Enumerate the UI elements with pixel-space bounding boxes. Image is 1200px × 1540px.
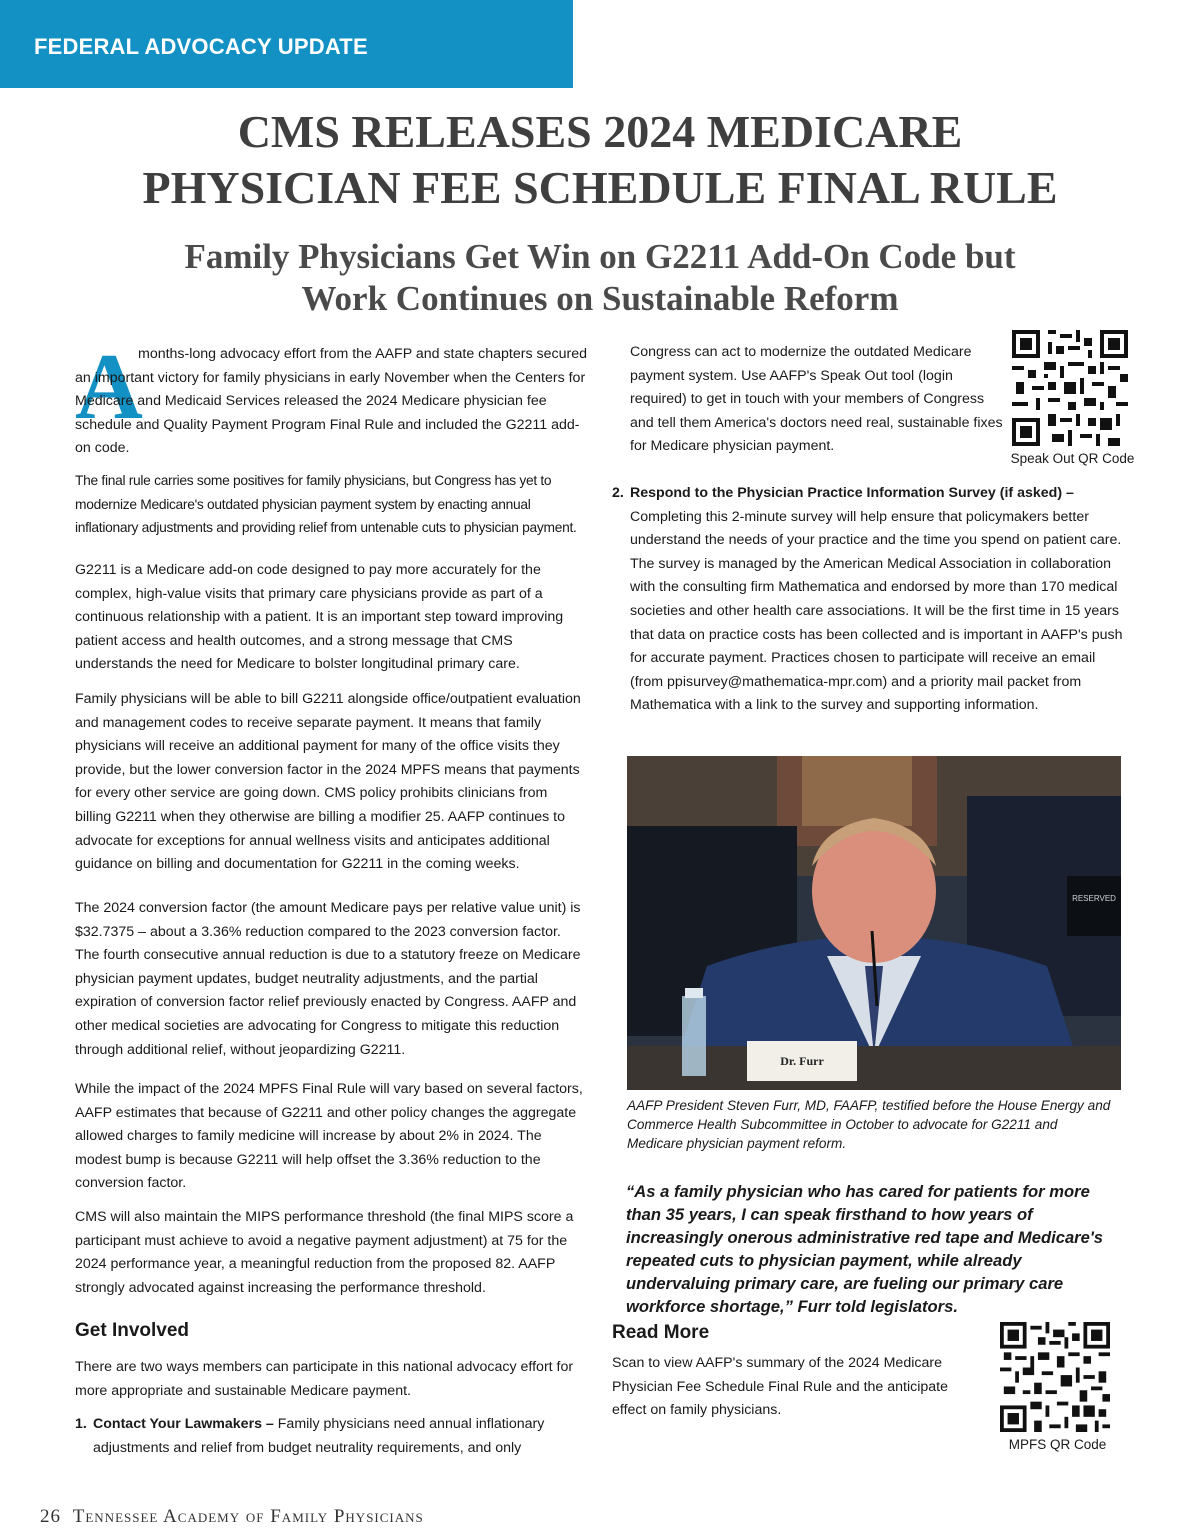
list-item-contact-lawmakers bbox=[75, 1413, 587, 1460]
name-placard: Dr. Furr bbox=[780, 1054, 824, 1068]
mpfs-qr-label: MPFS QR Code bbox=[1008, 1437, 1107, 1452]
read-more-text: Scan to view AAFP's summary of the 2024 Medicare Physician Fee Schedule Final Rule and the anticipate effect on family physicians. bbox=[612, 1355, 948, 1419]
read-more-heading: Read More bbox=[612, 1322, 710, 1343]
paragraph-g2211: G2211 is a Medicare add-on code designed to pay more accurately for the complex, high-value visits that primary care physicians provide as part of a continuous relationship with a patient. It is an important step toward improving patient access and health outcomes, and a strong message that CMS understands the need for Medicare to bolster longitudinal primary care. bbox=[75, 562, 564, 673]
speak-out-qr-label: Speak Out QR Code bbox=[1010, 451, 1135, 466]
article-title bbox=[0, 104, 1200, 216]
paragraph-mips: CMS will also maintain the MIPS performance threshold (the final MIPS score a participant must achieve to avoid a negative payment adjustment) at 75 for the 2024 performance year, a meaningful reduction from the proposed 82. AAFP strongly advocated against increasing the performance threshold. bbox=[75, 1209, 574, 1296]
list-number: 1. bbox=[75, 1416, 87, 1432]
list-item-survey bbox=[612, 482, 1130, 718]
paragraph-final-rule: The final rule carries some positives for family physicians, but Congress has yet to modernize Medicare's outdated physician payment system by enacting annual inflationary adjustments and providing relief from untenable cuts to physician payment. bbox=[75, 473, 577, 536]
subtitle-line-1: Family Physicians Get Win on G2211 Add-On Code but bbox=[184, 237, 1016, 276]
speak-out-qr-code-icon[interactable] bbox=[1012, 330, 1128, 446]
drop-cap: A bbox=[75, 335, 143, 439]
page-footer bbox=[40, 1506, 424, 1528]
title-line-1: CMS RELEASES 2024 MEDICARE bbox=[237, 106, 963, 157]
testimony-photo bbox=[627, 756, 1121, 1090]
paragraph-conversion-factor: The 2024 conversion factor (the amount Medicare pays per relative value unit) is $32.7375 – about a 3.36% reduction compared to the 2023 conversion factor. The fourth consecutive annual reduction is due to a statutory freeze on Medicare physician payment updates, budget neutrality adjustments, and the partial expiration of conversion factor relief previously enacted by Congress. AAFP and other medical societies are advocating for Congress to mitigate this reduction through additional relief, without jeopardizing G2211. bbox=[75, 900, 581, 1058]
paragraph-impact: While the impact of the 2024 MPFS Final Rule will vary based on several factors, AAFP estimates that because of G2211 and other policy changes the aggregate allowed charges to family medicine will increase by about 2% in 2024. The modest bump is because G2211 will help offset the 3.36% reduction to the conversion factor. bbox=[75, 1081, 583, 1192]
list-item-text: Family physicians need annual inflationary adjustments and relief from budget neutrality requirements, and only bbox=[93, 1416, 545, 1456]
paragraph-item1-continued: Congress can act to modernize the outdated Medicare payment system. Use AAFP's Speak Out tool (login required) to get in touch with your members of Congress and tell them America's doctors need real, sustainable fixes for Medicare physician payment. bbox=[630, 344, 1003, 455]
article-subtitle bbox=[0, 236, 1200, 320]
page-number: 26 bbox=[40, 1506, 61, 1527]
list-item-title: Respond to the Physician Practice Information Survey (if asked) – bbox=[630, 485, 1074, 501]
paragraph-billing: Family physicians will be able to bill G2211 alongside office/outpatient evaluation and management codes to receive separate payment. It means that family physicians will receive an additional payment for many of the office visits they provide, but the lower conversion factor in the 2024 MPFS means that payments for every other service are going down. CMS policy prohibits clinicians from billing G2211 when they otherwise are billing a modifier 25. AAFP continues to advocate for exceptions for annual wellness visits and anticipates additional guidance on billing and documentation for G2211 in the coming weeks. bbox=[75, 691, 581, 873]
list-item-title: Contact Your Lawmakers – bbox=[93, 1416, 274, 1432]
title-line-2: PHYSICIAN FEE SCHEDULE FINAL RULE bbox=[142, 162, 1058, 213]
pull-quote: “As a family physician who has cared for patients for more than 35 years, I can speak firsthand to how years of increasingly onerous administrative red tape and Medicare's repeated cuts to physician payment, while already undervaluing primary care, are fueling our primary care workforce shortage,” Furr told legislators. bbox=[626, 1182, 1104, 1316]
mpfs-qr-code-icon[interactable] bbox=[1000, 1322, 1110, 1432]
intro-paragraph: months-long advocacy effort from the AAFP and state chapters secured an important victory for family physicians in early November when the Centers for Medicare and Medicaid Services released the 2024 Medicare physician fee schedule and Quality Payment Program Final Rule and included the G2211 add-on code. bbox=[75, 346, 587, 457]
photo-caption: AAFP President Steven Furr, MD, FAAFP, testified before the House Energy and Commerce Health Subcommittee in October to advocate for G2211 and Medicare physician payment reform. bbox=[627, 1098, 1111, 1151]
section-label: FEDERAL ADVOCACY UPDATE bbox=[34, 34, 368, 59]
reserved-sign: RESERVED bbox=[1072, 894, 1116, 903]
list-number: 2. bbox=[612, 485, 624, 501]
get-involved-heading: Get Involved bbox=[75, 1320, 190, 1341]
list-item-text: Completing this 2-minute survey will help ensure that policymakers better understand the needs of your practice and the time you spend on patient care. The survey is managed by the American Medical Association in collaboration with the consulting firm Mathematica and endorsed by more than 170 medical societies and other health care associations. It will be the first time in 15 years that data on practice costs has been collected and is important in AAFP's push for accurate payment. Practices chosen to participate will receive an email (from ppisurvey@mathematica-mpr.com) and a priority mail packet from Mathematica with a link to the survey and supporting information. bbox=[630, 508, 1123, 714]
get-involved-text: There are two ways members can participate in this national advocacy effort for more appropriate and sustainable Medicare payment. bbox=[75, 1359, 574, 1399]
subtitle-line-2: Work Continues on Sustainable Reform bbox=[301, 279, 899, 318]
section-banner bbox=[0, 0, 573, 88]
publication-name: Tennessee Academy of Family Physicians bbox=[72, 1506, 424, 1527]
